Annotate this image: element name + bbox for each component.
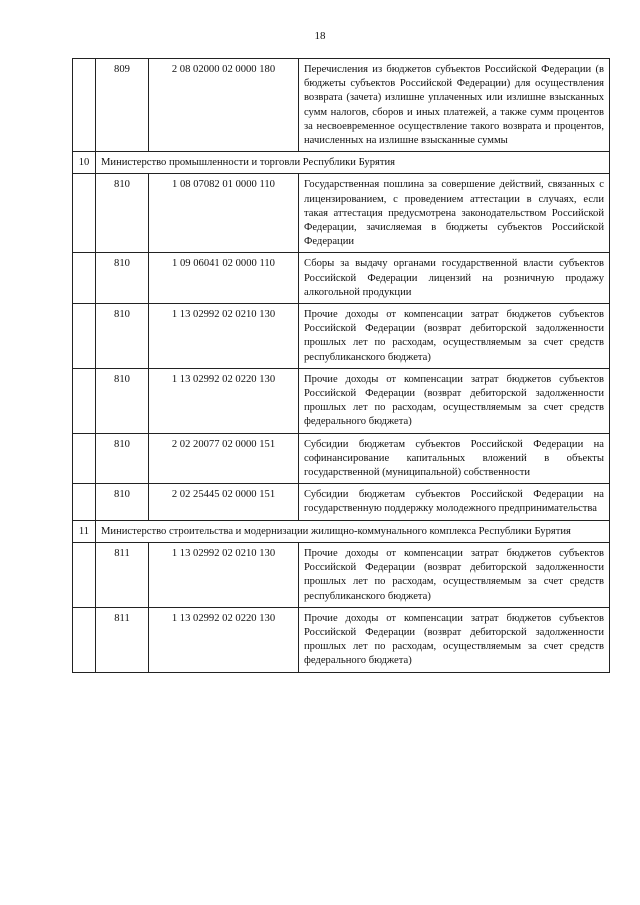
- empty-cell: [73, 607, 96, 672]
- revenue-description-cell: Прочие доходы от компенсации затрат бюджетов субъектов Российской Федерации (возврат дебиторской задолженности прошлых лет по расходам, осуществляемым за счет средств республиканского бюджета): [299, 542, 610, 607]
- admin-code-cell: 809: [96, 59, 149, 152]
- empty-cell: [73, 542, 96, 607]
- table-row: [73, 368, 610, 433]
- table-row: [73, 174, 610, 253]
- empty-cell: [73, 59, 96, 152]
- admin-code-cell: 810: [96, 433, 149, 484]
- table-row: [73, 484, 610, 520]
- revenue-description-cell: Субсидии бюджетам субъектов Российской Федерации на софинансирование капитальных вложений в объекты государственной (муниципальной) собственности: [299, 433, 610, 484]
- empty-cell: [73, 253, 96, 304]
- kbk-code-cell: 1 13 02992 02 0220 130: [149, 607, 299, 672]
- ministry-name: Министерство строительства и модернизации жилищно-коммунального комплекса Республики Бурятия: [96, 520, 610, 542]
- empty-cell: [73, 484, 96, 520]
- ministry-row: [73, 152, 610, 174]
- revenue-description-cell: Сборы за выдачу органами государственной власти субъектов Российской Федерации лицензий на розничную продажу алкогольной продукции: [299, 253, 610, 304]
- empty-cell: [73, 433, 96, 484]
- table-row: [73, 304, 610, 369]
- ministry-name: Министерство промышленности и торговли Республики Бурятия: [96, 152, 610, 174]
- kbk-code-cell: 2 02 20077 02 0000 151: [149, 433, 299, 484]
- empty-cell: [73, 304, 96, 369]
- revenue-description-cell: Прочие доходы от компенсации затрат бюджетов субъектов Российской Федерации (возврат дебиторской задолженности прошлых лет по расходам, осуществляемым за счет средств федерального бюджета): [299, 368, 610, 433]
- kbk-code-cell: 1 08 07082 01 0000 110: [149, 174, 299, 253]
- revenue-description-cell: Государственная пошлина за совершение действий, связанных с лицензированием, с проведением аттестации в случаях, если такая аттестация предусмотрена законодательством Российской Федерации, зачисляемая в бюджеты субъектов Российской Федерации: [299, 174, 610, 253]
- table-row: [73, 607, 610, 672]
- table-row: [73, 542, 610, 607]
- revenue-description-cell: Субсидии бюджетам субъектов Российской Федерации на государственную поддержку молодежного предпринимательства: [299, 484, 610, 520]
- table-row: [73, 253, 610, 304]
- revenue-administrators-table: [72, 58, 610, 673]
- admin-code-cell: 811: [96, 542, 149, 607]
- admin-code-cell: 810: [96, 174, 149, 253]
- kbk-code-cell: 2 08 02000 02 0000 180: [149, 59, 299, 152]
- kbk-code-cell: 1 09 06041 02 0000 110: [149, 253, 299, 304]
- admin-code-cell: 810: [96, 484, 149, 520]
- revenue-description-cell: Перечисления из бюджетов субъектов Российской Федерации (в бюджеты субъектов Российской Федерации) для осуществления возврата (зачета) излишне уплаченных или излишне взысканных сумм налогов, сборов и иных платежей, а также сумм процентов за несвоевременное осуществление такого возврата и процентов, начисленных на излишне взысканные суммы: [299, 59, 610, 152]
- kbk-code-cell: 1 13 02992 02 0210 130: [149, 542, 299, 607]
- empty-cell: [73, 174, 96, 253]
- empty-cell: [73, 368, 96, 433]
- admin-code-cell: 810: [96, 253, 149, 304]
- table-body: [73, 59, 610, 673]
- admin-code-cell: 810: [96, 368, 149, 433]
- kbk-code-cell: 1 13 02992 02 0210 130: [149, 304, 299, 369]
- admin-code-cell: 811: [96, 607, 149, 672]
- kbk-code-cell: 1 13 02992 02 0220 130: [149, 368, 299, 433]
- ministry-number: 11: [73, 520, 96, 542]
- table-row: [73, 59, 610, 152]
- ministry-row: [73, 520, 610, 542]
- table-row: [73, 433, 610, 484]
- revenue-description-cell: Прочие доходы от компенсации затрат бюджетов субъектов Российской Федерации (возврат дебиторской задолженности прошлых лет по расходам, осуществляемым за счет средств республиканского бюджета): [299, 304, 610, 369]
- admin-code-cell: 810: [96, 304, 149, 369]
- page-number: 18: [314, 30, 326, 42]
- ministry-number: 10: [73, 152, 96, 174]
- revenue-description-cell: Прочие доходы от компенсации затрат бюджетов субъектов Российской Федерации (возврат дебиторской задолженности прошлых лет по расходам, осуществляемым за счет средств федерального бюджета): [299, 607, 610, 672]
- kbk-code-cell: 2 02 25445 02 0000 151: [149, 484, 299, 520]
